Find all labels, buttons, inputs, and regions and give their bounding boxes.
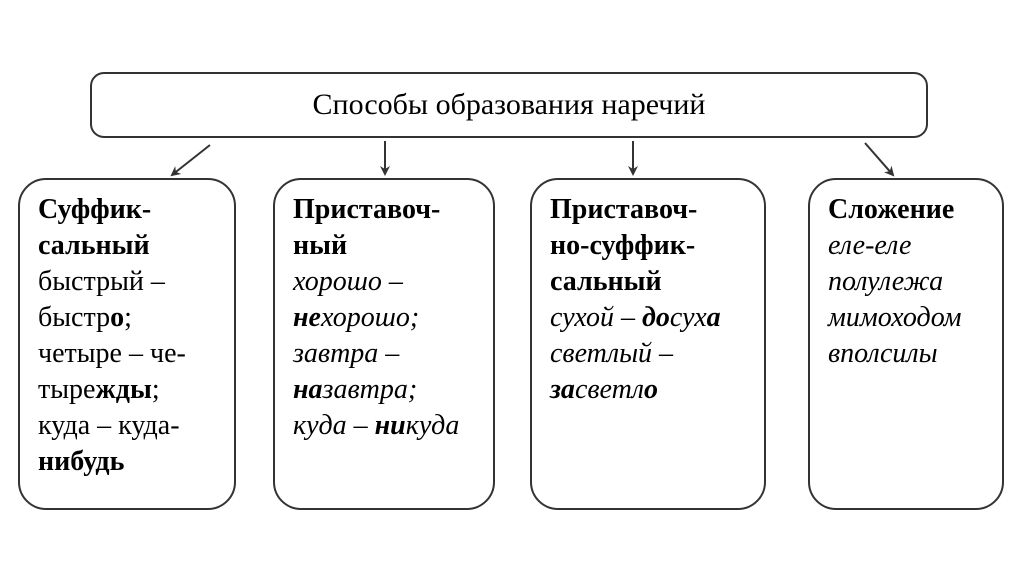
text-segment: на (293, 374, 323, 405)
text-segment: хорошо; (320, 302, 420, 333)
text-segment: куда (405, 410, 460, 441)
card-line (38, 336, 224, 372)
text-segment: завтра; (322, 374, 418, 405)
card-line (293, 264, 483, 300)
text-segment: нибудь (38, 446, 125, 477)
text-segment: за (550, 374, 575, 405)
card-line (38, 192, 224, 228)
text-segment: тыре (38, 374, 96, 405)
card-line (550, 336, 754, 372)
card-line (293, 228, 483, 264)
card-line (38, 300, 224, 336)
text-segment: Приставоч- (550, 194, 698, 225)
card-line (828, 228, 992, 264)
text-segment: хорошо – (293, 266, 403, 297)
card-compound (808, 178, 1004, 510)
text-segment: но-суффик- (550, 230, 696, 261)
card-line (38, 372, 224, 408)
card-line (828, 336, 992, 372)
card-prefix-suffix (530, 178, 766, 510)
card-line (293, 300, 483, 336)
card-line (550, 372, 754, 408)
card-line (828, 300, 992, 336)
card-line (550, 300, 754, 336)
text-segment: мимоходом (828, 302, 962, 333)
card-line (293, 372, 483, 408)
text-segment: светл (574, 374, 645, 405)
text-segment: ни (374, 410, 406, 441)
text-segment: быстр (38, 302, 111, 333)
text-segment: ; (124, 302, 132, 333)
card-line (38, 444, 224, 480)
text-segment: сальный (38, 230, 150, 261)
text-segment: завтра – (293, 338, 400, 369)
text-segment: а (706, 302, 721, 333)
text-segment: четыре – че- (38, 338, 186, 369)
card-line (293, 192, 483, 228)
card-line (550, 264, 754, 300)
arrow-4 (865, 143, 893, 175)
text-segment: о (110, 302, 125, 333)
diagram-title: Способы образования наречий (312, 88, 706, 121)
text-segment: ный (293, 230, 348, 261)
text-segment: ; (151, 374, 160, 405)
text-segment: до (642, 302, 670, 333)
text-segment: Сложение (828, 194, 955, 225)
card-line (293, 408, 483, 444)
card-line (38, 228, 224, 264)
text-segment: куда – (293, 410, 375, 441)
text-segment: жды (95, 374, 152, 405)
text-segment: не (293, 302, 321, 333)
text-segment: о (644, 374, 659, 405)
card-line (38, 264, 224, 300)
card-line (550, 228, 754, 264)
text-segment: полулежа (828, 266, 944, 297)
card-line (550, 192, 754, 228)
text-segment: быстрый – (38, 266, 165, 297)
text-segment: Суффик- (38, 194, 152, 225)
text-segment: Приставоч- (293, 194, 441, 225)
text-segment: сухой – (550, 302, 643, 333)
text-segment: сух (669, 302, 707, 333)
card-prefix (273, 178, 495, 510)
card-suffix (18, 178, 236, 510)
card-line (38, 408, 224, 444)
card-line (828, 264, 992, 300)
card-line (293, 336, 483, 372)
card-line (828, 192, 992, 228)
text-segment: светлый – (550, 338, 674, 369)
arrow-1 (172, 145, 210, 175)
text-segment: еле-еле (828, 230, 912, 261)
text-segment: вполсилы (828, 338, 938, 369)
text-segment: куда – куда- (38, 410, 180, 441)
text-segment: сальный (550, 266, 662, 297)
